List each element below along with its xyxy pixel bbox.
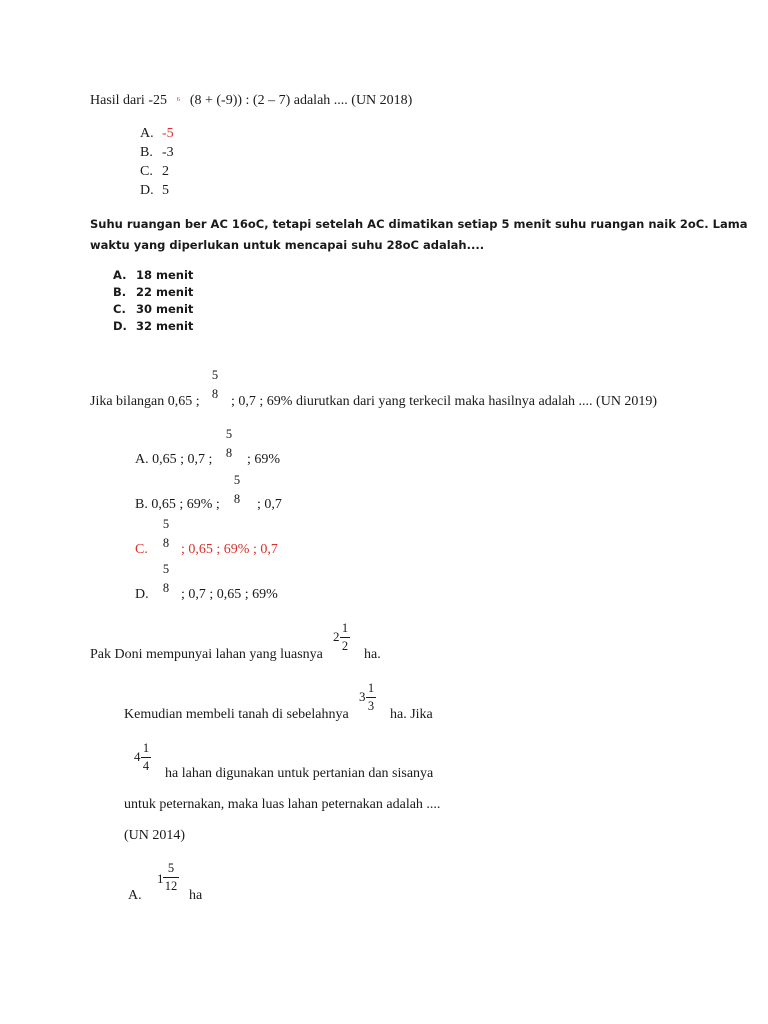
q1-symbol: ⁶ [176, 95, 181, 107]
q4-line-3: ha lahan digunakan untuk pertanian dan sisanya [165, 766, 434, 781]
q2-question [90, 214, 747, 256]
q2-line-2: waktu yang diperlukan untuk mencapai suhu 28oC adalah.... [90, 238, 485, 252]
q3-option-a-pre: A. 0,65 ; 0,7 ; [135, 452, 213, 467]
q1-option-d-text: 5 [162, 183, 169, 198]
q2-option-d: D. 32 menit [113, 319, 194, 333]
q4-unit-2: ha. Jika [390, 707, 433, 722]
q3-option-c-letter: C. [135, 542, 148, 557]
q4-mixed-1-fraction: 1 2 [341, 621, 349, 653]
q4-line-4: untuk peternakan, maka luas lahan peternakan adalah .... [124, 797, 441, 812]
q2-option-a: A. 18 menit [113, 268, 194, 282]
q3-option-a-fraction: 5 8 [225, 427, 233, 460]
q3-option-c-text: ; 0,65 ; 69% ; 0,7 [181, 542, 278, 557]
q4-line-5: (UN 2014) [124, 828, 186, 843]
q1-options [140, 124, 174, 200]
q4-unit-1: ha. [364, 647, 381, 662]
q2-line-1: Suhu ruangan ber AC 16oC, tetapi setelah AC dimatikan setiap 5 menit suhu ruangan naik 2oC. Lama [90, 217, 748, 231]
q3-option-b-pre: B. 0,65 ; 69% ; [135, 497, 220, 512]
q2-option-b: B. 22 menit [113, 285, 194, 299]
q4-option-a-unit: ha [189, 888, 203, 903]
q1-option-c-text: 2 [162, 164, 169, 179]
q4-mixed-2-fraction: 1 3 [367, 681, 375, 713]
q4-mixed-3-whole: 4 [134, 749, 141, 764]
q1-question-post: (8 + (-9)) : (2 – 7) adalah .... (UN 2018) [189, 93, 413, 108]
q1-option-a-text: -5 [162, 126, 174, 141]
q1-option-b-text: -3 [162, 145, 174, 160]
q3-question-post: ; 0,7 ; 69% diurutkan dari yang terkecil maka hasilnya adalah .... (UN 2019) [231, 394, 658, 409]
q4-line-2: Kemudian membeli tanah di sebelahnya [124, 707, 349, 722]
q3-option-a-post: ; 69% [247, 452, 281, 467]
q1-option-c: C. 2 [140, 164, 169, 179]
q1-option-b: B. -3 [140, 145, 174, 160]
q1-option-a: A. -5 [140, 126, 174, 141]
q4-option-a-letter: A. [128, 888, 142, 903]
q3-option-d-text: ; 0,7 ; 0,65 ; 69% [181, 587, 278, 602]
q4-mixed-1-whole: 2 [333, 629, 340, 644]
q3-option-b-post: ; 0,7 [257, 497, 282, 512]
q4-line-1: Pak Doni mempunyai lahan yang luasnya [90, 647, 323, 662]
q4-option-a-whole: 1 [157, 871, 164, 886]
q2-options [113, 267, 193, 335]
q3-question-pre: Jika bilangan 0,65 ; [90, 394, 200, 409]
q4-option-a-fraction: 5 12 [164, 861, 178, 893]
q3-option-c-fraction: 5 8 [162, 517, 170, 550]
q1-option-d: D. 5 [140, 183, 169, 198]
q1-question [90, 93, 412, 109]
q1-question-pre: Hasil dari -25 [90, 93, 167, 108]
q3-option-d-letter: D. [135, 587, 149, 602]
q2-option-c: C. 30 menit [113, 302, 194, 316]
q3-option-d-fraction: 5 8 [162, 562, 170, 595]
q3-option-b-fraction: 5 8 [233, 473, 241, 506]
q4-mixed-3-fraction: 1 4 [142, 741, 150, 773]
q4-mixed-2-whole: 3 [359, 689, 366, 704]
q3-fraction: 5 8 [211, 368, 219, 401]
